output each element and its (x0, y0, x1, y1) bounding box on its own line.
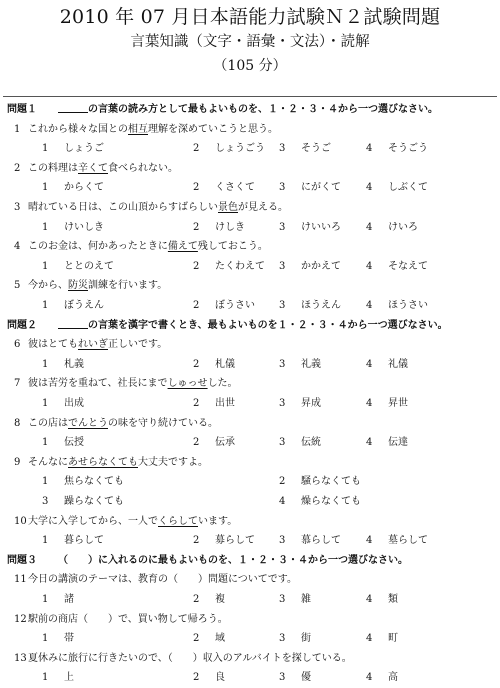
option-text: けいいろ (301, 221, 341, 233)
answer-option (366, 433, 408, 453)
question-number: 10 (14, 515, 27, 527)
answer-option (279, 257, 341, 277)
option-text: 慕らして (301, 535, 341, 547)
option-text: にがくて (301, 182, 341, 194)
answer-option (42, 629, 74, 649)
options-line (0, 629, 500, 649)
option-text: 上 (64, 672, 74, 684)
option-number: 2 (193, 535, 200, 547)
answer-option (193, 355, 235, 375)
option-text: かかえて (301, 260, 341, 272)
option-text: 出成 (64, 398, 84, 409)
question-text (28, 570, 297, 590)
option-number: 4 (366, 260, 373, 272)
question-text-before: 今日の講演のテーマは、教育の（ ）問題についてです。 (28, 574, 297, 586)
question-number: 6 (14, 339, 21, 351)
option-number: 2 (193, 633, 200, 645)
question-number: 2 (14, 162, 21, 174)
option-text: 伝授 (64, 437, 84, 449)
option-text: 帯 (64, 633, 74, 645)
answer-option (366, 296, 428, 316)
option-number: 3 (279, 535, 286, 547)
option-number: 4 (366, 535, 373, 547)
exam-title: 2010 年 07 月日本語能力試験Ｎ２試験問題 (59, 6, 441, 28)
option-text: そなえて (388, 260, 428, 272)
options-line (0, 139, 500, 159)
question-text-before: 駅前の商店（ ）で、買い物して帰ろう。 (28, 613, 228, 625)
option-text: 札儀 (215, 358, 235, 370)
option-text: たくわえて (215, 260, 265, 272)
question-number: 3 (14, 202, 21, 213)
question-line (0, 453, 500, 473)
question-number: 9 (14, 456, 21, 468)
option-text: ぼうえん (64, 300, 104, 311)
option-number: 2 (193, 358, 200, 370)
option-number: 1 (42, 437, 49, 449)
option-number: 3 (279, 143, 286, 155)
answer-option (366, 355, 408, 375)
option-number: 1 (42, 535, 49, 547)
section-header (0, 316, 500, 336)
question-line (0, 570, 500, 590)
question-line (0, 120, 500, 140)
answer-option (193, 218, 245, 238)
answer-option (193, 394, 235, 414)
answer-option (366, 394, 408, 414)
option-text: 昇成 (301, 398, 321, 409)
option-text: 出世 (215, 398, 235, 409)
option-text: 伝達 (388, 437, 408, 449)
question-target-word: しゅっせ (167, 378, 208, 390)
options-line (0, 218, 500, 238)
question-number: 8 (14, 417, 21, 429)
option-text: しょうご (64, 143, 104, 155)
option-number: 4 (366, 300, 373, 311)
option-number: 1 (42, 260, 49, 272)
option-text: 雑 (301, 594, 311, 605)
answer-option (193, 531, 255, 551)
question-target-word: れいぎ (78, 339, 108, 351)
option-text: しょうごう (215, 143, 265, 155)
option-text: ととのえて (64, 260, 114, 272)
question-line (0, 414, 500, 434)
option-text: 燥らなくても (301, 496, 361, 507)
question-text (28, 276, 167, 296)
answer-option (42, 472, 124, 492)
option-text: 騒らなくても (301, 476, 361, 488)
question-text (28, 512, 237, 532)
question-line (0, 276, 500, 296)
answer-option (366, 218, 418, 238)
option-text: 良 (215, 672, 225, 684)
answer-option (366, 629, 398, 649)
option-text: けしき (215, 221, 245, 233)
question-target-word: 景色 (218, 202, 238, 213)
option-number: 4 (366, 672, 373, 684)
question-number: 5 (14, 280, 21, 292)
options-line (0, 590, 500, 610)
answer-option (366, 178, 428, 198)
instruction-text: （ ）に入れるのに最もよいものを、１・２・３・４から一つ選びなさい。 (58, 554, 408, 566)
question-text-after: した。 (207, 378, 238, 390)
option-number: 3 (42, 496, 49, 507)
question-text (28, 414, 218, 434)
options-line (0, 257, 500, 277)
question-text-after: 理解を深めていこうと思う。 (148, 123, 278, 135)
question-text (28, 237, 268, 257)
option-text: そうごう (388, 143, 428, 155)
question-target-word: 防災 (68, 280, 88, 292)
option-number: 3 (279, 398, 286, 409)
answer-option (193, 296, 255, 316)
question-line (0, 374, 500, 394)
option-text: 優 (301, 672, 311, 684)
option-number: 2 (193, 437, 200, 449)
options-line (0, 433, 500, 453)
answer-option (279, 218, 341, 238)
option-number: 1 (42, 476, 49, 488)
question-text (28, 374, 238, 394)
option-text: けいろ (388, 221, 418, 233)
option-text: からくて (64, 182, 104, 194)
question-line (0, 335, 500, 355)
answer-option (42, 590, 74, 610)
question-text (28, 453, 208, 473)
option-number: 2 (193, 594, 200, 605)
question-text (28, 198, 288, 218)
option-number: 4 (366, 398, 373, 409)
answer-option (279, 355, 321, 375)
option-text: ほうえん (301, 300, 341, 311)
answer-option (279, 433, 321, 453)
answer-option (42, 296, 104, 316)
option-number: 3 (279, 300, 286, 311)
answer-option (279, 531, 341, 551)
question-text-before: この料理は (28, 162, 78, 174)
options-line (0, 296, 500, 316)
option-number: 1 (42, 358, 49, 370)
section-instruction (58, 100, 438, 120)
answer-option (279, 629, 311, 649)
option-number: 4 (366, 143, 373, 155)
question-number: 7 (14, 378, 21, 390)
option-text: 諸 (64, 594, 74, 605)
option-number: 4 (366, 594, 373, 605)
question-text-after: が見える。 (238, 202, 288, 213)
option-number: 3 (279, 221, 286, 233)
question-target-word: くらして (158, 515, 198, 527)
option-number: 1 (42, 221, 49, 233)
option-text: 暮らして (64, 535, 104, 547)
question-text (28, 120, 278, 140)
exam-time-limit: （105 分） (213, 58, 287, 74)
question-text-after: 食べられない。 (108, 162, 178, 174)
answer-option (366, 257, 428, 277)
answer-option (42, 355, 84, 375)
question-text-before: 晴れている日は、この山頂からすばらしい (28, 202, 218, 213)
options-line (0, 394, 500, 414)
question-text (28, 610, 228, 630)
question-number: 13 (14, 652, 27, 664)
option-text: 伝統 (301, 437, 321, 449)
question-line (0, 159, 500, 179)
question-text-before: 今から、 (28, 280, 68, 292)
option-text: 町 (388, 633, 398, 645)
answer-option (42, 139, 104, 159)
options-line (0, 178, 500, 198)
question-text-after: 大丈夫ですよ。 (138, 456, 208, 468)
option-text: くさくて (215, 182, 255, 194)
question-line (0, 610, 500, 630)
question-text-after: 訓練を行います。 (88, 280, 168, 292)
answer-option (42, 433, 84, 453)
option-number: 1 (42, 672, 49, 684)
answer-option (366, 531, 428, 551)
answer-option (193, 178, 255, 198)
question-text-before: この店は (28, 417, 68, 429)
options-line (0, 668, 500, 688)
option-text: しぶくて (388, 182, 428, 194)
option-number: 2 (193, 143, 200, 155)
option-number: 3 (279, 672, 286, 684)
option-number: 4 (366, 633, 373, 645)
answer-option (193, 590, 225, 610)
option-number: 4 (366, 437, 373, 449)
answer-option (42, 257, 114, 277)
option-text: 域 (215, 633, 225, 645)
option-number: 1 (42, 594, 49, 605)
answer-option (279, 668, 311, 688)
option-number: 1 (42, 633, 49, 645)
option-number: 3 (279, 182, 286, 194)
option-number: 4 (366, 358, 373, 370)
option-text: けいしき (64, 221, 104, 233)
answer-option (42, 492, 124, 512)
answer-option (193, 668, 225, 688)
answer-option (279, 590, 311, 610)
underline-blank (58, 317, 88, 329)
option-text: 類 (388, 594, 398, 605)
section-label: 問題３ (7, 554, 37, 566)
answer-option (42, 531, 104, 551)
question-text-after: 正しいです。 (108, 339, 168, 351)
option-text: ほうさい (388, 300, 428, 311)
question-target-word: あせらなくても (68, 456, 138, 468)
question-target-word: でんとう (68, 417, 108, 429)
answer-option (366, 668, 398, 688)
option-number: 4 (366, 182, 373, 194)
answer-option (279, 139, 331, 159)
answer-option (279, 296, 341, 316)
option-number: 3 (279, 260, 286, 272)
answer-option (42, 178, 104, 198)
option-number: 3 (279, 437, 286, 449)
option-number: 3 (279, 594, 286, 605)
option-number: 1 (42, 398, 49, 409)
option-number: 4 (279, 496, 286, 507)
options-line (0, 472, 500, 492)
question-text-before: これから様々な国との (28, 123, 128, 135)
question-target-word: 辛くて (78, 162, 108, 174)
options-line (0, 492, 500, 512)
option-text: 街 (301, 633, 311, 645)
question-line (0, 237, 500, 257)
answer-option (193, 257, 265, 277)
question-text (28, 335, 167, 355)
option-text: 高 (388, 672, 398, 684)
answer-option (279, 394, 321, 414)
question-text-after: の味を守り続けている。 (108, 417, 218, 429)
question-text-before: このお金は、何かあったときに (28, 241, 168, 253)
option-text: 募らして (215, 535, 255, 547)
section-header (0, 551, 500, 571)
option-text: 墓らして (388, 535, 428, 547)
option-text: 焦らなくても (64, 476, 124, 488)
option-text: 札義 (64, 358, 84, 370)
instruction-text: の言葉の読み方として最もよいものを、１・２・３・４から一つ選びなさい。 (88, 104, 438, 115)
option-number: 2 (193, 182, 200, 194)
section-label: 問題１ (7, 104, 37, 115)
question-text-before: 夏休みに旅行に行きたいので、（ ）収入のアルバイトを探している。 (28, 652, 352, 664)
option-number: 4 (366, 221, 373, 233)
question-number: 11 (14, 574, 27, 586)
question-text-before: 大学に入学してから、一人で (28, 515, 158, 527)
answer-option (279, 178, 341, 198)
answer-option (366, 590, 398, 610)
question-text-before: そんなに (28, 456, 68, 468)
option-number: 2 (279, 476, 286, 488)
answer-option (42, 218, 104, 238)
option-number: 2 (193, 300, 200, 311)
answer-option (193, 139, 265, 159)
question-line (0, 649, 500, 669)
option-number: 2 (193, 398, 200, 409)
option-number: 1 (42, 143, 49, 155)
question-line (0, 512, 500, 532)
question-text (28, 159, 178, 179)
option-number: 2 (193, 221, 200, 233)
options-line (0, 355, 500, 375)
option-text: 昇世 (388, 398, 408, 409)
section-instruction (58, 316, 448, 336)
underline-blank (58, 101, 88, 113)
question-number: 12 (14, 613, 27, 625)
answer-option (279, 492, 361, 512)
instruction-text: の言葉を漢字で書くとき、最もよいものを１・２・３・４から一つ選びなさい。 (88, 319, 448, 331)
option-text: 礼儀 (388, 358, 408, 370)
question-number: 4 (14, 241, 21, 253)
header-divider (3, 96, 497, 97)
option-number: 2 (193, 672, 200, 684)
section-label: 問題２ (7, 319, 37, 331)
question-text-before: 彼はとても (28, 339, 78, 351)
exam-subtitle: 言葉知識（文字・語彙・文法）・読解 (130, 34, 370, 50)
option-text: ぼうさい (215, 300, 255, 311)
question-text-after: います。 (198, 515, 238, 527)
question-text-before: 彼は苦労を重ねて、社長にまで (28, 378, 168, 390)
option-number: 3 (279, 358, 286, 370)
section-instruction (58, 551, 408, 571)
section-header (0, 100, 500, 120)
question-target-word: 相互 (128, 123, 148, 135)
answer-option (42, 668, 74, 688)
question-text-after: 残しておこう。 (197, 241, 268, 253)
answer-option (193, 433, 235, 453)
question-line (0, 198, 500, 218)
question-number: 1 (14, 123, 21, 135)
question-target-word: 備えて (167, 241, 198, 253)
option-number: 1 (42, 300, 49, 311)
option-text: 複 (215, 594, 225, 605)
option-text: 躁らなくても (64, 496, 124, 507)
option-number: 3 (279, 633, 286, 645)
options-line (0, 531, 500, 551)
option-text: 礼義 (301, 358, 321, 370)
question-text (28, 649, 352, 669)
answer-option (366, 139, 428, 159)
answer-option (42, 394, 84, 414)
option-text: 伝承 (215, 437, 235, 449)
answer-option (279, 472, 361, 492)
option-number: 1 (42, 182, 49, 194)
option-number: 2 (193, 260, 200, 272)
answer-option (193, 629, 225, 649)
option-text: そうご (301, 143, 331, 155)
